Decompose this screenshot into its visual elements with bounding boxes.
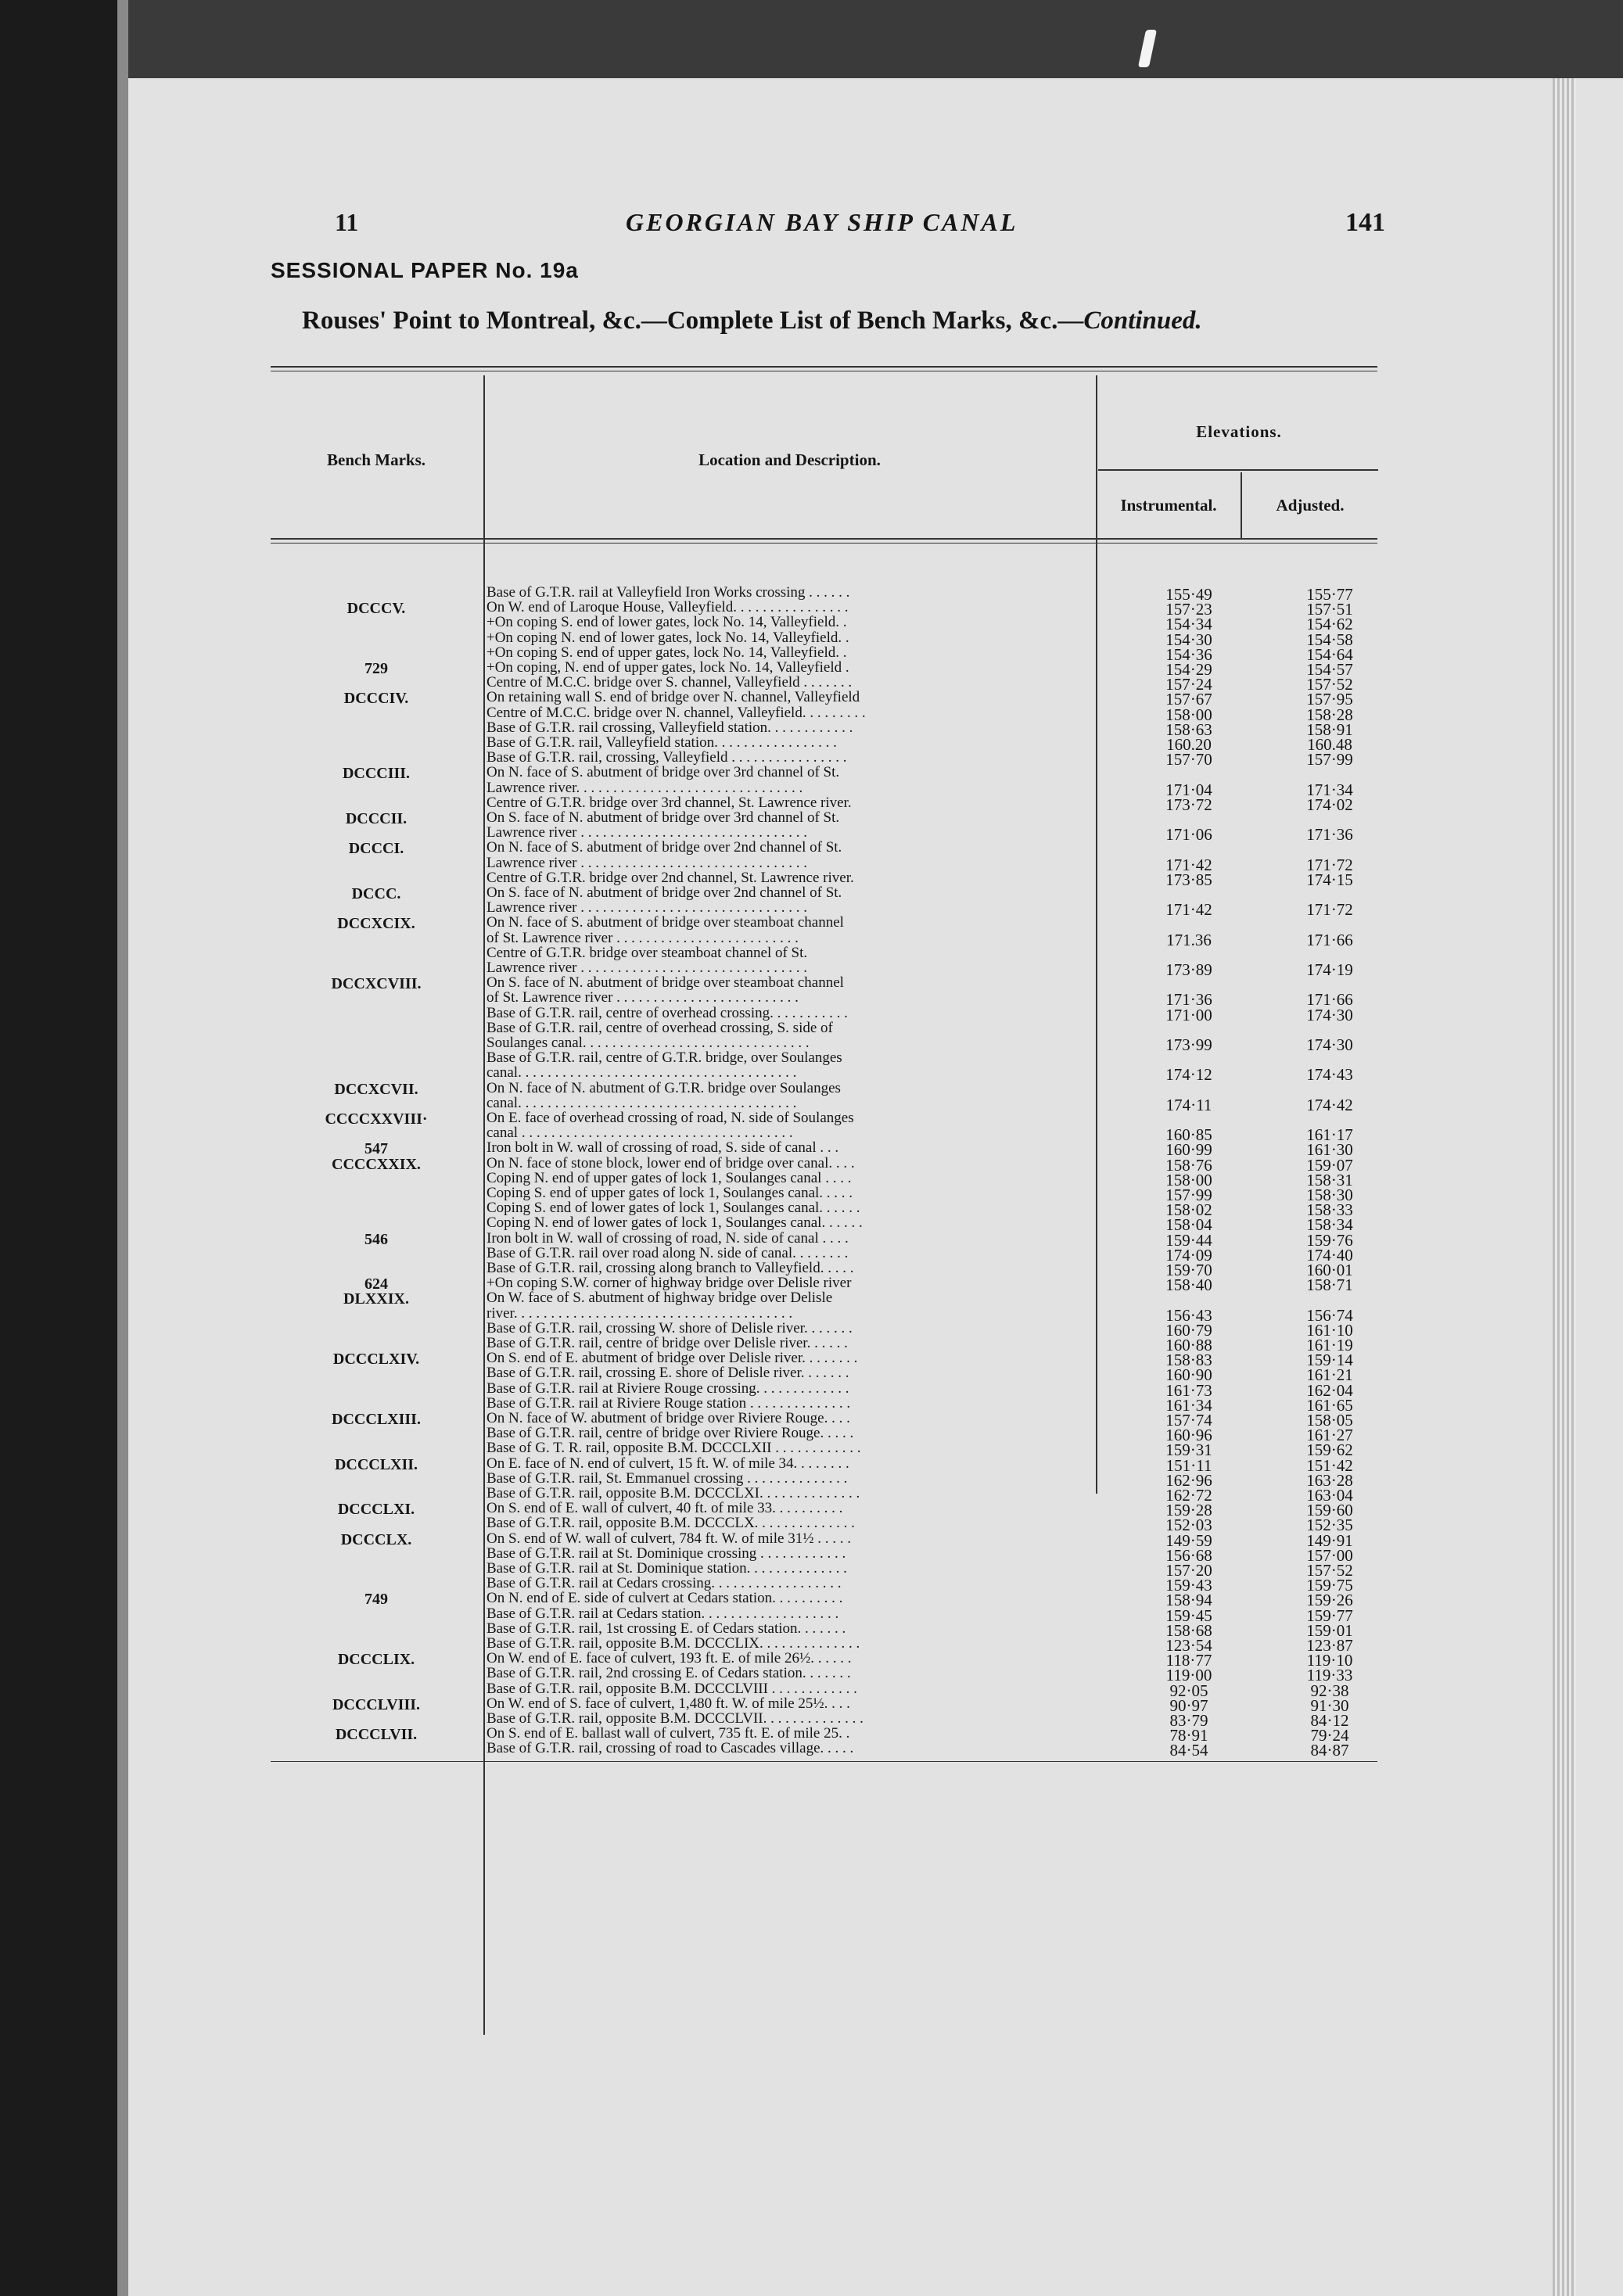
adjusted-elevation: 159·77 [1306,1605,1353,1625]
adjusted-elevation: 161·19 [1306,1336,1353,1354]
location-description: Centre of G.T.R. bridge over 3rd channel, St. Lawrence river. [487,795,852,810]
location-description: Base of G.T.R. rail, crossing of road to Cascades village. . . . . [487,1741,854,1756]
location-description: Base of G.T.R. rail, 2nd crossing E. of Cedars station. . . . . . . [487,1666,851,1681]
adjusted-elevation: 84·12 [1310,1711,1349,1730]
location-description: Base of G.T.R. rail, 1st crossing E. of Cedars station. . . . . . . [487,1620,846,1636]
binding-edge [0,0,117,2296]
adjusted-elevation: 123·87 [1306,1636,1353,1655]
location-description: On N. face of W. abutment of bridge over Riviere Rouge. . . . [487,1411,850,1426]
adjusted-elevation: 174·02 [1306,795,1353,814]
instrumental-elevation: 157·67 [1165,690,1212,709]
page-number: 141 [1345,208,1385,237]
adjusted-elevation: 159·01 [1306,1620,1353,1640]
location-description: Base of G.T.R. rail, crossing along branch to Valleyfield. . . . . [487,1261,854,1275]
col-divider-1 [483,375,485,2035]
adjusted-elevation: 160·01 [1306,1261,1353,1279]
location-description: On S. face of N. abutment of bridge over 3rd channel of St. [487,810,840,825]
location-description: Lawrence river . . . . . . . . . . . . . . . . . . . . . . . . . . . . . . . [487,900,808,916]
instrumental-elevation: 149·59 [1165,1530,1212,1550]
location-description: Base of G.T.R. rail at Riviere Rouge station . . . . . . . . . . . . . . [487,1395,851,1411]
running-head-left: 11 [335,208,359,236]
location-description: Coping S. end of upper gates of lock 1, Soulanges canal. . . . . [487,1186,853,1200]
instrumental-elevation: 173·85 [1165,870,1212,889]
adjusted-elevation: 151·42 [1306,1455,1353,1475]
instrumental-elevation: 155·49 [1165,585,1212,604]
adjusted-elevation: 84·87 [1310,1741,1349,1760]
adjusted-elevation: 157·52 [1306,1561,1353,1580]
adjusted-elevation: 171·66 [1306,930,1353,949]
instrumental-elevation: 157·23 [1165,600,1212,619]
bench-mark-id: DCCCI. [348,840,404,858]
adjusted-elevation: 171·72 [1306,900,1353,920]
location-description: Base of G.T.R. rail, centre of G.T.R. bridge, over Soulanges [487,1050,842,1066]
running-head-title: GEORGIAN BAY SHIP CANAL [626,208,1018,236]
bench-mark-id: 624 [364,1275,388,1293]
col-head-instrumental: Instrumental. [1120,496,1217,515]
adjusted-elevation: 161·21 [1306,1365,1353,1385]
instrumental-elevation: 159·31 [1165,1440,1212,1460]
instrumental-elevation: 171·42 [1165,855,1212,874]
adjusted-elevation: 157·52 [1306,675,1353,694]
instrumental-elevation: 156·43 [1165,1305,1212,1325]
location-description: Coping N. end of upper gates of lock 1, Soulanges canal . . . . [487,1170,852,1186]
instrumental-elevation: 159·44 [1165,1230,1212,1250]
location-description: On N. face of S. abutment of bridge over 2nd channel of St. [487,840,842,856]
adjusted-elevation: 158·28 [1306,705,1353,724]
location-description: Coping N. end of lower gates of lock 1, Soulanges canal. . . . . . [487,1215,863,1231]
instrumental-elevation: 84·54 [1169,1741,1208,1760]
location-description: Base of G.T.R. rail crossing, Valleyfield station. . . . . . . . . . . . [487,719,853,735]
location-description: Lawrence river . . . . . . . . . . . . . . . . . . . . . . . . . . . . . . . [487,855,808,870]
location-description: Base of G.T.R. rail at St. Dominique crossing . . . . . . . . . . . . [487,1545,846,1561]
instrumental-elevation: 171·42 [1165,900,1212,920]
location-description: On S. end of E. abutment of bridge over Delisle river. . . . . . . . [487,1351,858,1366]
instrumental-elevation: 160·88 [1165,1336,1212,1354]
instrumental-elevation: 158·76 [1165,1155,1212,1175]
location-description: Base of G.T.R. rail at Cedars station. . . . . . . . . . . . . . . . . . . [487,1605,839,1621]
location-description: of St. Lawrence river . . . . . . . . . . . . . . . . . . . . . . . . . [487,930,799,945]
location-description: Base of G.T.R. rail, centre of overhead crossing. . . . . . . . . . . [487,1005,848,1021]
location-description: +On coping S.W. corner of highway bridge over Delisle river [487,1275,852,1291]
adjusted-elevation: 157·00 [1306,1545,1353,1565]
sessional-paper: SESSIONAL PAPER No. 19a [271,258,579,282]
location-description: On retaining wall S. end of bridge over N. channel, Valleyfield [487,690,860,705]
instrumental-elevation: 154·36 [1165,644,1212,664]
instrumental-elevation: 160·90 [1165,1365,1212,1385]
location-description: Lawrence river. . . . . . . . . . . . . . . . . . . . . . . . . . . . . . . [487,780,803,795]
adjusted-elevation: 155·77 [1306,585,1353,604]
instrumental-elevation: 92·05 [1169,1681,1208,1700]
bench-mark-id: CCCCXXVIII· [325,1110,428,1128]
bench-mark-id: DCCCLIX. [337,1651,415,1669]
instrumental-elevation: 158·40 [1165,1275,1212,1295]
adjusted-elevation: 119·10 [1306,1651,1353,1670]
location-description: On E. face of overhead crossing of road, N. side of Soulanges [487,1110,854,1125]
bench-mark-id: DCCCLX. [340,1530,412,1548]
location-description: Coping S. end of lower gates of lock 1, Soulanges canal. . . . . . [487,1200,860,1216]
adjusted-elevation: 157·99 [1306,750,1353,770]
instrumental-elevation: 162·96 [1165,1470,1212,1490]
adjusted-elevation: 171·72 [1306,855,1353,874]
location-description: On S. end of E. ballast wall of culvert, 735 ft. E. of mile 25. . [487,1726,850,1742]
adjusted-elevation: 162·04 [1306,1380,1353,1400]
bench-mark-id: DCCXCVIII. [331,975,422,993]
location-description: Base of G.T.R. rail, centre of bridge over Riviere Rouge. . . . . [487,1426,854,1441]
location-description: Base of G.T.R. rail, opposite B.M. DCCCLXI. . . . . . . . . . . . . . [487,1486,860,1501]
instrumental-elevation: 158·04 [1165,1215,1212,1235]
adjusted-elevation: 171·34 [1306,780,1353,799]
location-description: On N. face of S. abutment of bridge over steamboat channel [487,915,844,931]
elevations-rule [1098,469,1378,471]
bench-mark-id: DCCCIII. [342,765,411,783]
adjusted-elevation: 174·40 [1306,1245,1353,1265]
adjusted-elevation: 161·30 [1306,1140,1353,1160]
col-head-adjusted: Adjusted. [1276,496,1345,515]
location-description: Iron bolt in W. wall of crossing of road, N. side of canal . . . . [487,1230,849,1246]
location-description: Base of G.T.R. rail, opposite B.M. DCCCLX. . . . . . . . . . . . . . [487,1516,855,1531]
adjusted-elevation: 171·66 [1306,990,1353,1010]
location-description: Base of G.T.R. rail at Cedars crossing. . . . . . . . . . . . . . . . . . [487,1576,842,1591]
instrumental-elevation: 158·68 [1165,1620,1212,1640]
location-description: Centre of G.T.R. bridge over 2nd channel, St. Lawrence river. [487,870,854,885]
adjusted-elevation: 161·10 [1306,1320,1353,1340]
bench-mark-id: DLXXIX. [343,1290,409,1308]
instrumental-elevation: 157·74 [1165,1411,1212,1430]
bench-mark-id: DCCCLVIII. [332,1695,421,1713]
location-description: Base of G.T.R. rail, St. Emmanuel crossing . . . . . . . . . . . . . . [487,1470,848,1486]
adjusted-elevation: 158·91 [1306,719,1353,739]
bench-mark-id: DCCXCIX. [337,915,415,933]
location-description: river. . . . . . . . . . . . . . . . . . . . . . . . . . . . . . . . . . . . . . [487,1305,793,1321]
bench-mark-id: CCCCXXIX. [332,1155,421,1173]
instrumental-elevation: 158·00 [1165,1170,1212,1189]
adjusted-elevation: 171·36 [1306,825,1353,845]
instrumental-elevation: 159·43 [1165,1576,1212,1595]
instrumental-elevation: 159·28 [1165,1501,1212,1520]
location-description: Centre of M.C.C. bridge over S. channel, Valleyfield . . . . . . . [487,675,853,691]
adjusted-elevation: 159·62 [1306,1440,1353,1460]
bench-mark-id: DCCC. [351,885,401,902]
instrumental-elevation: 171·00 [1165,1005,1212,1024]
instrumental-elevation: 156·68 [1165,1545,1212,1565]
adjusted-elevation: 156·74 [1306,1305,1353,1325]
instrumental-elevation: 160·99 [1165,1140,1212,1160]
adjusted-elevation: 152·35 [1306,1516,1353,1535]
bench-mark-id: DCCCLXIV. [332,1351,420,1369]
bench-mark-id: DCCXCVII. [334,1080,418,1098]
adjusted-elevation: 154·62 [1306,615,1353,634]
location-description: On N. face of stone block, lower end of bridge over canal. . . . [487,1155,855,1171]
adjusted-elevation: 157·95 [1306,690,1353,709]
location-description: Centre of G.T.R. bridge over steamboat channel of St. [487,945,808,960]
instrumental-elevation: 171·06 [1165,825,1212,845]
location-description: On S. end of E. wall of culvert, 40 ft. of mile 33. . . . . . . . . . [487,1501,843,1516]
instrumental-elevation: 171·36 [1165,990,1212,1010]
col-divider-2 [1096,375,1097,1494]
bench-mark-id: 546 [364,1230,388,1248]
adjusted-elevation: 91·30 [1310,1695,1349,1715]
instrumental-elevation: 154·34 [1165,615,1212,634]
location-description: Lawrence river . . . . . . . . . . . . . . . . . . . . . . . . . . . . . . . [487,960,808,975]
location-description: Soulanges canal. . . . . . . . . . . . . . . . . . . . . . . . . . . . . . . [487,1035,810,1050]
location-description: Base of G.T.R. rail, crossing W. shore of Delisle river. . . . . . . [487,1320,853,1336]
adjusted-elevation: 159·26 [1306,1591,1353,1610]
adjusted-elevation: 154·64 [1306,644,1353,664]
instrumental-elevation: 157·70 [1165,750,1212,770]
instrumental-elevation: 160·96 [1165,1426,1212,1445]
instrumental-elevation: 154·30 [1165,630,1212,649]
instrumental-elevation: 160.20 [1166,735,1212,754]
instrumental-elevation: 83·79 [1169,1711,1208,1730]
location-description: On W. end of E. face of culvert, 193 ft. E. of mile 26½. . . . . . [487,1651,852,1666]
adjusted-elevation: 163·28 [1306,1470,1353,1490]
location-description: Base of G.T.R. rail, Valleyfield station. . . . . . . . . . . . . . . . . [487,735,837,750]
location-description: Base of G.T.R. rail, opposite B.M. DCCCLVIII . . . . . . . . . . . . [487,1681,857,1696]
instrumental-elevation: 159·45 [1165,1605,1212,1625]
binding-edge-shadow [117,0,128,2296]
instrumental-elevation: 119·00 [1165,1666,1212,1685]
bench-mark-id: 749 [364,1591,388,1609]
adjusted-elevation: 174·43 [1306,1065,1353,1085]
col-head-elevations: Elevations. [1196,422,1282,441]
bench-mark-id: DCCCLXII. [334,1455,418,1473]
table-bottom-rule [271,1761,1377,1762]
location-description: On W. end of S. face of culvert, 1,480 ft. W. of mile 25½. . . . [487,1695,850,1711]
adjusted-elevation: 159·75 [1306,1576,1353,1595]
instrumental-elevation: 160·79 [1165,1320,1212,1340]
location-description: canal. . . . . . . . . . . . . . . . . . . . . . . . . . . . . . . . . . . . . . [487,1065,797,1081]
adjusted-elevation: 149·91 [1306,1530,1353,1550]
location-description: canal. . . . . . . . . . . . . . . . . . . . . . . . . . . . . . . . . . . . . . [487,1095,797,1110]
instrumental-elevation: 157·99 [1165,1186,1212,1204]
adjusted-elevation: 159·60 [1306,1501,1353,1520]
header-rule-2 [271,543,1377,544]
location-description: Base of G.T.R. rail, crossing E. shore of Delisle river. . . . . . . [487,1365,849,1381]
adjusted-elevation: 174·19 [1306,960,1353,979]
bench-mark-id: DCCCLVII. [335,1726,418,1744]
location-description: Base of G.T.R. rail at Valleyfield Iron Works crossing . . . . . . [487,585,850,600]
bench-mark-id: DCCCII. [345,810,408,827]
location-description: On E. face of N. end of culvert, 15 ft. W. of mile 34. . . . . . . . [487,1455,849,1471]
adjusted-elevation: 174·30 [1306,1005,1353,1024]
instrumental-elevation: 173·89 [1165,960,1212,979]
location-description: +On coping N. end of lower gates, lock No. 14, Valleyfield. . [487,630,849,645]
location-description: Base of G.T.R. rail at St. Dominique station. . . . . . . . . . . . . . [487,1561,847,1576]
adjusted-elevation: 174·30 [1306,1035,1353,1054]
adjusted-elevation: 158·31 [1306,1170,1353,1189]
instrumental-elevation: 158·02 [1165,1200,1212,1220]
instrumental-elevation: 90·97 [1169,1695,1208,1715]
adjusted-elevation: 119·33 [1306,1666,1353,1685]
col-head-bench: Bench Marks. [327,450,425,469]
table-title [302,307,1202,335]
location-description: Base of G.T.R. rail, centre of overhead crossing, S. side of [487,1020,833,1035]
instrumental-elevation: 174·11 [1165,1095,1212,1114]
location-description: Base of G.T.R. rail, opposite B.M. DCCCLIX. . . . . . . . . . . . . . [487,1636,860,1651]
location-description: On W. face of S. abutment of highway bridge over Delisle [487,1290,833,1306]
location-description: On S. face of N. abutment of bridge over steamboat channel [487,975,844,991]
instrumental-elevation: 123·54 [1165,1636,1212,1655]
table-title-continued: Continued. [1083,307,1202,335]
adjusted-elevation: 159·76 [1306,1230,1353,1250]
location-description: of St. Lawrence river . . . . . . . . . . . . . . . . . . . . . . . . . [487,990,799,1006]
instrumental-elevation: 158·83 [1165,1351,1212,1370]
adjusted-elevation: 161·27 [1306,1426,1353,1445]
table-title-main: Rouses' Point to Montreal, &c.—Complete List of Bench Marks, &c.— [302,307,1084,335]
location-description: +On coping, N. end of upper gates, lock No. 14, Valleyfield . [487,660,849,675]
top-band [128,0,1623,78]
adjusted-elevation: 160.48 [1307,735,1352,754]
adjusted-elevation: 158·05 [1306,1411,1353,1430]
location-description: On S. end of W. wall of culvert, 784 ft. W. of mile 31½ . . . . . [487,1530,851,1546]
location-description: Centre of M.C.C. bridge over N. channel, Valleyfield. . . . . . . . . [487,705,866,720]
instrumental-elevation: 173·99 [1165,1035,1212,1054]
instrumental-elevation: 152·03 [1165,1516,1212,1535]
instrumental-elevation: 171.36 [1166,930,1212,949]
location-description: On W. end of Laroque House, Valleyfield. . . . . . . . . . . . . . . . [487,600,849,615]
location-description: Base of G.T.R. rail, crossing, Valleyfield . . . . . . . . . . . . . . . . [487,750,847,766]
instrumental-elevation: 159·70 [1165,1261,1212,1279]
location-description: On N. face of S. abutment of bridge over 3rd channel of St. [487,765,840,780]
instrumental-elevation: 161·73 [1165,1380,1212,1400]
top-rule [271,366,1377,368]
adjusted-elevation: 174·42 [1306,1095,1353,1114]
adjusted-elevation: 159·07 [1306,1155,1353,1175]
adjusted-elevation: 79·24 [1310,1726,1349,1745]
location-description: +On coping S. end of upper gates, lock No. 14, Valleyfield. . [487,644,847,660]
adjusted-elevation: 158·71 [1306,1275,1353,1295]
adjusted-elevation: 161·65 [1306,1395,1353,1415]
instrumental-elevation: 151·11 [1165,1455,1212,1475]
instrumental-elevation: 173·72 [1165,795,1212,814]
adjusted-elevation: 154·57 [1306,660,1353,679]
location-description: Base of G.T.R. rail, centre of bridge over Delisle river. . . . . . [487,1336,848,1351]
location-description: On N. face of N. abutment of G.T.R. bridge over Soulanges [487,1080,841,1096]
instrumental-elevation: 118·77 [1165,1651,1212,1670]
bench-mark-id: DCCCV. [347,600,406,618]
location-description: Base of G.T.R. rail at Riviere Rouge crossing. . . . . . . . . . . . . [487,1380,849,1396]
instrumental-elevation: 157·24 [1165,675,1212,694]
adjusted-elevation: 159·14 [1306,1351,1353,1370]
location-description: On S. face of N. abutment of bridge over 2nd channel of St. [487,885,842,900]
location-description: Base of G.T.R. rail, opposite B.M. DCCCLVII. . . . . . . . . . . . . . [487,1711,864,1726]
header-rule [271,538,1377,540]
adjusted-elevation: 92·38 [1310,1681,1349,1700]
instrumental-elevation: 158·00 [1165,705,1212,724]
instrumental-elevation: 162·72 [1165,1486,1212,1505]
adjusted-elevation: 157·51 [1306,600,1353,619]
adjusted-elevation: 174·15 [1306,870,1353,889]
instrumental-elevation: 158·94 [1165,1591,1212,1610]
instrumental-elevation: 158·63 [1165,719,1212,739]
location-description: Lawrence river . . . . . . . . . . . . . . . . . . . . . . . . . . . . . . . [487,825,808,841]
adjusted-elevation: 158·34 [1306,1215,1353,1235]
adjusted-elevation: 158·33 [1306,1200,1353,1220]
bench-mark-id: DCCCLXI. [337,1501,415,1519]
location-description: +On coping S. end of lower gates, lock No. 14, Valleyfield. . [487,615,847,630]
instrumental-elevation: 171·04 [1165,780,1212,799]
location-description: canal . . . . . . . . . . . . . . . . . . . . . . . . . . . . . . . . . . . . . [487,1125,793,1141]
adjusted-elevation: 161·17 [1306,1125,1353,1145]
bench-mark-id: DCCCIV. [343,690,409,708]
adjusted-elevation: 154·58 [1306,630,1353,649]
instrumental-elevation: 78·91 [1169,1726,1208,1745]
page-edge [1553,78,1576,2296]
instrumental-elevation: 174·09 [1165,1245,1212,1265]
location-description: Base of G.T.R. rail over road along N. side of canal. . . . . . . . [487,1245,849,1261]
instrumental-elevation: 160·85 [1165,1125,1212,1145]
instrumental-elevation: 154·29 [1165,660,1212,679]
location-description: Base of G. T. R. rail, opposite B.M. DCCCLXII . . . . . . . . . . . . [487,1440,861,1456]
instrumental-elevation: 157·20 [1165,1561,1212,1580]
instrumental-elevation: 161·34 [1165,1395,1212,1415]
col-divider-3 [1241,472,1242,540]
adjusted-elevation: 158·30 [1306,1186,1353,1204]
instrumental-elevation: 174·12 [1165,1065,1212,1085]
location-description: On N. end of E. side of culvert at Cedars station. . . . . . . . . . [487,1591,843,1606]
bench-mark-id: 729 [364,660,388,677]
adjusted-elevation: 163·04 [1306,1486,1353,1505]
col-head-location: Location and Description. [698,450,881,469]
location-description: Iron bolt in W. wall of crossing of road, S. side of canal . . . [487,1140,839,1156]
bench-mark-id: DCCCLXIII. [332,1411,421,1428]
bench-mark-id: 547 [364,1140,388,1158]
